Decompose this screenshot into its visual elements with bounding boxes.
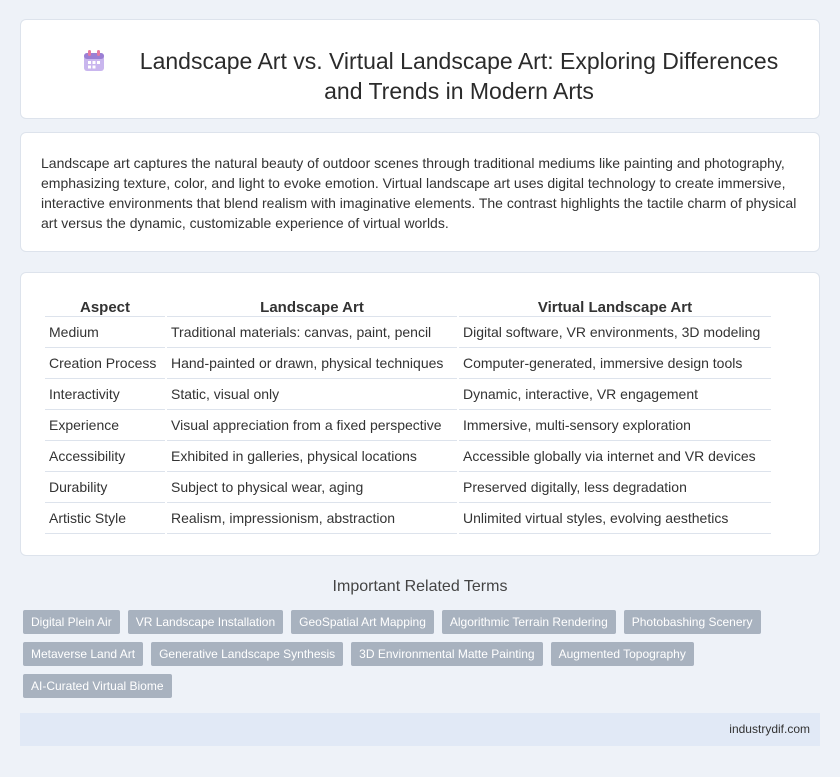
table-row (45, 472, 771, 503)
calendar-icon (81, 48, 107, 74)
table-row (45, 441, 771, 472)
related-term-tag[interactable]: Augmented Topography (551, 642, 694, 666)
table-cell: Preserved digitally, less degradation (459, 472, 771, 503)
table-cell: Static, visual only (167, 379, 457, 410)
table-cell: Computer-generated, immersive design tools (459, 348, 771, 379)
header-aspect: Aspect (45, 295, 165, 317)
table-cell: Realism, impressionism, abstraction (167, 503, 457, 534)
table-row (45, 410, 771, 441)
table-cell: Accessible globally via internet and VR devices (459, 441, 771, 472)
footer (20, 713, 820, 746)
related-term-tag[interactable]: Digital Plein Air (23, 610, 120, 634)
related-term-tag[interactable]: Metaverse Land Art (23, 642, 143, 666)
table-cell: Experience (45, 410, 165, 441)
table-cell: Creation Process (45, 348, 165, 379)
table-cell: Hand-painted or drawn, physical techniques (167, 348, 457, 379)
table-cell: Dynamic, interactive, VR engagement (459, 379, 771, 410)
table-row (45, 348, 771, 379)
table-row (45, 379, 771, 410)
table-cell: Immersive, multi-sensory exploration (459, 410, 771, 441)
table-row (45, 317, 771, 348)
table-row (45, 503, 771, 534)
table-cell: Medium (45, 317, 165, 348)
related-term-tag[interactable]: VR Landscape Installation (128, 610, 283, 634)
table-cell: Traditional materials: canvas, paint, pencil (167, 317, 457, 348)
table-cell: Accessibility (45, 441, 165, 472)
table-cell: Unlimited virtual styles, evolving aesthetics (459, 503, 771, 534)
intro-card (20, 132, 820, 252)
table-cell: Subject to physical wear, aging (167, 472, 457, 503)
related-term-tag[interactable]: 3D Environmental Matte Painting (351, 642, 542, 666)
table-cell: Artistic Style (45, 503, 165, 534)
related-term-tag[interactable]: Photobashing Scenery (624, 610, 761, 634)
table-cell: Exhibited in galleries, physical locations (167, 441, 457, 472)
related-term-tag[interactable]: Algorithmic Terrain Rendering (442, 610, 616, 634)
table-cell: Interactivity (45, 379, 165, 410)
related-terms-title: Important Related Terms (332, 578, 508, 595)
header-virtual-landscape-art: Virtual Landscape Art (459, 295, 771, 317)
related-term-tag[interactable]: GeoSpatial Art Mapping (291, 610, 434, 634)
comparison-card (20, 272, 820, 556)
intro-paragraph: Landscape art captures the natural beauty of outdoor scenes through traditional mediums like painting and photography, emphasizing texture, color, and light to evoke emotion. Virtual landscape art uses digital technology to create immersive, interactive environments that blend realism with imaginative elements. The contrast highlights the tactile charm of physical art versus the dynamic, customizable experience of virtual worlds. (41, 155, 797, 231)
page-title: Landscape Art vs. Virtual Landscape Art: Exploring Differences and Trends in Modern Arts (139, 48, 779, 104)
footer-site-link[interactable]: industrydif.com (729, 722, 810, 736)
header-landscape-art: Landscape Art (167, 295, 457, 317)
related-term-tag[interactable]: AI-Curated Virtual Biome (23, 674, 172, 698)
table-cell: Visual appreciation from a fixed perspective (167, 410, 457, 441)
table-header-row (45, 295, 771, 317)
comparison-table (43, 295, 773, 534)
related-term-tag[interactable]: Generative Landscape Synthesis (151, 642, 343, 666)
table-cell: Durability (45, 472, 165, 503)
related-terms-tags (23, 610, 803, 698)
title-card (20, 19, 820, 119)
table-cell: Digital software, VR environments, 3D modeling (459, 317, 771, 348)
